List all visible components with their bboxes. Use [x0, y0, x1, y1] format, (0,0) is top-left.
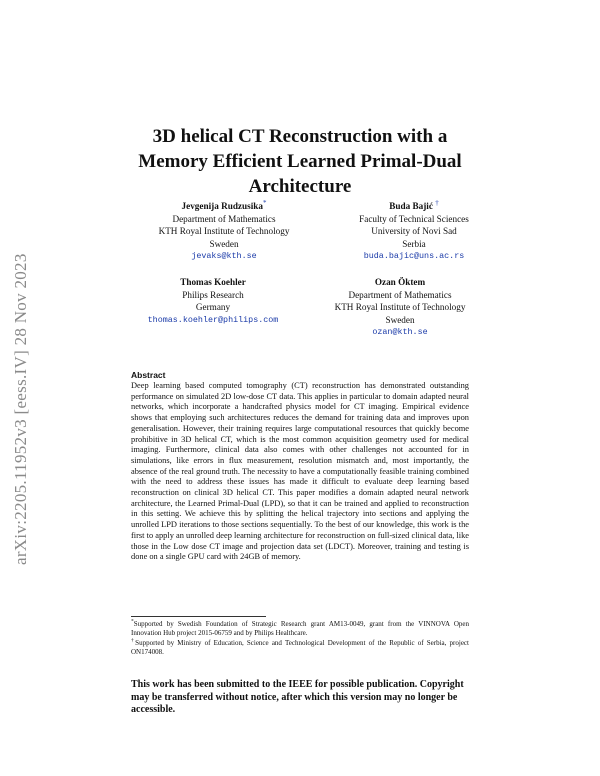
footnote-funding-1	[131, 620, 469, 639]
title-line: 3D helical CT Reconstruction with a	[152, 126, 448, 147]
author-country: Sweden	[385, 314, 415, 325]
author-block-koehler	[113, 276, 313, 326]
abstract-text: Deep learning based computed tomography (CT) reconstruction has demonstrated outstanding performance on simulated 2D low-dose CT data. This applies in particular to domain adapted neural networks, which incorporate a handcrafted physics model for CT imaging. Empirical evidence shows that employing such architectures reduces the demand for training data and improves upon generalisation. However, their training requires large computational resources that quickly become prohibitive in 3D helical CT, which is the most common acquisition geometry used for medical imaging. Furthermore, clinical data also comes with other challenges not accounted for in simulations, like errors in flux measurement, resolution mismatch and, most importantly, the absence of the real ground truth. The necessity to have a computationally feasible training combined with the need to address these issues has made it difficult to evaluate deep learning based reconstruction on clinical 3D helical CT. This paper modifies a domain adapted neural network architecture, the Learned Primal-Dual (LPD), so that it can be trained and applied to reconstruction in this setting. We achieve this by splitting the helical trajectory into sections and applying the unrolled LPD iterations to those sections sequentially. To the best of our knowledge, this work is the first to apply an unrolled deep learning architecture for reconstruction on full-sized clinical data, like those in the Low dose CT image and projection data set (LDCT). Moreover, training and testing is done on a single GPU card with 24GB of memory.	[131, 381, 469, 562]
author-institution: KTH Royal Institute of Technology	[158, 226, 290, 237]
footnote-mark: *	[131, 618, 134, 625]
footnote-mark: †	[131, 637, 136, 644]
footnote-divider	[131, 616, 266, 617]
author-footnote-mark: †	[435, 198, 439, 207]
author-country: Sweden	[209, 238, 239, 249]
arxiv-identifier: arXiv:2205.11952v3 [eess.IV] 28 Nov 2023	[11, 253, 30, 565]
author-department: Department of Mathematics	[172, 213, 276, 224]
author-block-bajic	[314, 200, 514, 263]
author-department: Philips Research	[182, 289, 244, 300]
author-email[interactable]: ozan@kth.se	[372, 327, 428, 338]
author-email[interactable]: thomas.koehler@philips.com	[147, 314, 279, 325]
author-name-line	[113, 276, 313, 289]
author-block-rudzusika	[124, 200, 324, 263]
author-country: Serbia	[402, 238, 426, 249]
author-institution: KTH Royal Institute of Technology	[334, 302, 466, 313]
author-department: Department of Mathematics	[348, 289, 452, 300]
footnote-text: Supported by Ministry of Education, Science and Technological Development of the Republic of Serbia, project ON174008.	[131, 639, 469, 657]
author-name-line	[300, 276, 500, 289]
author-name: Jevgenija Rudzusika	[181, 201, 263, 211]
author-name: Thomas Koehler	[180, 277, 246, 287]
title-line: Memory Efficient Learned Primal-Dual	[138, 151, 462, 172]
author-footnote-mark: *	[262, 198, 267, 207]
abstract-heading: Abstract	[131, 370, 166, 380]
author-block-oktem	[300, 276, 500, 339]
author-institution: Germany	[195, 302, 231, 313]
footnote-funding-2	[131, 639, 469, 658]
author-institution: University of Novi Sad	[371, 226, 457, 237]
author-name-line	[124, 200, 324, 213]
author-email[interactable]: buda.bajic@uns.ac.rs	[363, 251, 465, 262]
paper-title	[60, 124, 540, 199]
ieee-submission-notice: This work has been submitted to the IEEE for possible publication. Copyright may be transferred without notice, after which this version may no longer be accessible.	[131, 679, 464, 716]
footnote-text: Supported by Swedish Foundation of Strategic Research grant AM13-0049, grant from the VINNOVA Open Innovation Hub project 2015-06759 and by Philips Healthcare.	[131, 620, 469, 638]
author-name-line	[314, 200, 514, 213]
author-email[interactable]: jevaks@kth.se	[191, 251, 257, 262]
author-name: Buda Bajić	[389, 201, 433, 211]
author-department: Faculty of Technical Sciences	[359, 213, 469, 224]
author-name: Ozan Öktem	[374, 277, 426, 287]
title-line: Architecture	[248, 176, 352, 197]
